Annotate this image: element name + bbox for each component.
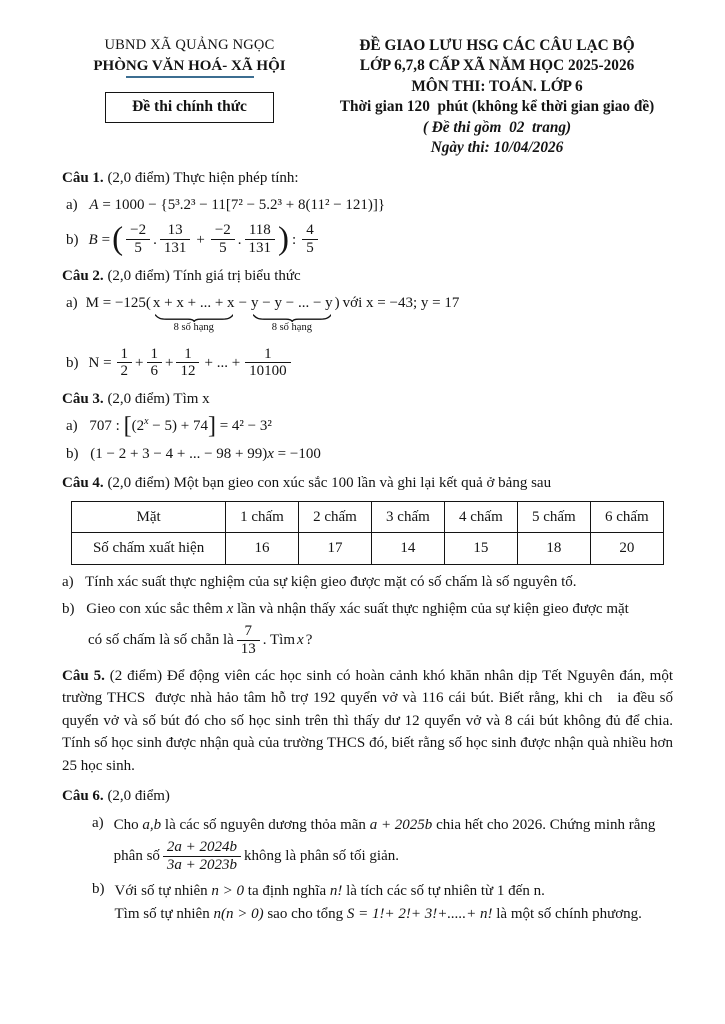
question-5-text: Để động viên các học sinh có hoàn cảnh khó khăn nhân dịp Tết Nguyên đán, một trường THCS được nhà hảo tâm hỗ trợ 192 quyển vở và 116 cái bút. Biết rằng, khi ch ia đều số quyển vở và số bút đó cho số học sinh trên thì thấy dư 12 quyển vở và 8 cái bút không đủ để chia. Tính số học sinh được nhận quà của trường THCS đó, biết rằng số học sinh được nhận quà nhiều hơn 25 học sinh. [62, 667, 673, 774]
exam-date-line: Ngày thi: 10/04/2026 [430, 139, 564, 157]
q2a-lead: M = −125( [85, 295, 151, 312]
dot-operator: . [237, 231, 242, 248]
table-cell: 16 [226, 533, 299, 564]
question-3a-label: a) [66, 418, 78, 435]
question-3-intro: Tìm x [173, 391, 210, 408]
q4b-text: ? [305, 632, 313, 649]
question-2b [66, 346, 673, 381]
underbrace-icon [155, 314, 233, 322]
dice-results-table [71, 501, 664, 565]
q3a-expression: = 4² − 3² [215, 418, 272, 435]
q6a-line1 [114, 815, 673, 835]
table-cell: 14 [371, 533, 444, 564]
q6b-text: là một số chính phương. [492, 905, 642, 922]
table-cell: 20 [590, 533, 663, 564]
table-cell: 18 [517, 533, 590, 564]
question-3b-label: b) [66, 445, 79, 462]
q4b-text: có số chấm là số chẵn là [88, 632, 234, 649]
fraction: $\frac{4}{5}$ [302, 222, 318, 257]
table-cell: 6 chấm [590, 502, 663, 533]
question-6b-label: b) [92, 881, 105, 898]
question-6-points: (2,0 điểm) [107, 788, 170, 805]
q6a-text: Cho [113, 816, 143, 833]
q2a-condition: với x = −43; y = 17 [342, 295, 460, 312]
fraction: $\frac{1}{2}$ [117, 346, 133, 381]
question-5-points: (2 điểm) [109, 667, 163, 684]
question-4-heading [62, 473, 673, 493]
table-header-row [72, 502, 664, 533]
q6b-line2 [115, 904, 674, 924]
exam-body [62, 168, 673, 926]
table-cell: 17 [298, 533, 371, 564]
table-cell: 1 chấm [226, 502, 299, 533]
question-5-number: Câu 5. [62, 667, 105, 684]
question-1b: b) B = ( $\frac{-2}{5}$ . $\frac{13}{131}$ + $\frac{-2}{5}$ . $\frac{118}{131}$ ) : $\frac{4}{5}$ [66, 222, 673, 257]
table-cell: 2 chấm [298, 502, 371, 533]
plus-operator: + [165, 354, 174, 371]
q2b-lead: N = [88, 354, 112, 371]
exam-subject-line: MÔN THI: TOÁN. LỚP 6 [411, 77, 583, 95]
question-6b [92, 879, 673, 926]
q4b-variable-x: x [226, 600, 234, 617]
question-4b-label: b) [62, 600, 75, 617]
question-4-points: (2,0 điểm) [107, 474, 170, 491]
q3a-expression: (2 [131, 418, 145, 435]
q6b-text: ta định nghĩa [244, 883, 330, 900]
minus-operator: − [238, 295, 248, 312]
q6a-math-ab: a,b [142, 816, 162, 833]
q6b-text: sao cho tổng [263, 905, 347, 922]
q4b-text: . Tìm [262, 632, 296, 649]
fraction: $\frac{7}{13}$ [237, 623, 260, 658]
question-4-intro: Một bạn gieo con xúc sắc 100 lần và ghi lại kết quả ở bảng sau [173, 474, 552, 491]
table-cell: 5 chấm [517, 502, 590, 533]
ellipsis-plus: + ... + [204, 354, 241, 371]
question-6a-label: a) [92, 814, 104, 831]
official-exam-box: Đề thi chính thức [105, 92, 274, 123]
divide-operator: : [292, 231, 297, 248]
q3a-exponent-x: x [144, 416, 149, 428]
question-2b-label: b) [66, 354, 79, 371]
q6b-text: Với số tự nhiên [114, 883, 212, 900]
question-1a [66, 195, 673, 215]
table-values-row [72, 533, 664, 564]
q6b-body [115, 879, 674, 926]
question-6-heading [62, 786, 673, 806]
underbrace-icon [253, 314, 331, 322]
question-2-intro: Tính giá trị biểu thức [173, 268, 301, 284]
org-name-line2: PHÒNG VĂN HOÁ- XÃ HỘI [93, 57, 286, 74]
q1b-equals: = [101, 231, 111, 248]
q3a-expression: 707 : [89, 418, 124, 435]
table-cell: 3 chấm [371, 502, 444, 533]
q1a-expression: = 1000 − {5³.2³ − 11[7² − 5.2³ + 8(11² − 121)]} [98, 197, 386, 214]
q6a-body [114, 813, 673, 874]
underbrace-group [153, 293, 235, 333]
q6b-math-n: n > 0 [211, 883, 245, 900]
question-1a-label: a) [66, 197, 78, 214]
header-right-block [317, 36, 673, 159]
exam-title-line1: ĐỀ GIAO LƯU HSG CÁC CÂU LẠC BỘ [359, 37, 635, 54]
question-2a-label: a) [66, 295, 78, 312]
dot-operator: . [153, 231, 157, 248]
q6a-line2 [114, 839, 673, 874]
q1b-variable: B [88, 231, 98, 248]
q6a-text: . Chứng minh rằng [542, 816, 656, 833]
question-4b [62, 599, 673, 658]
q4a-text: Tính xác suất thực nghiệm của sự kiện gieo được mặt có số chấm là số nguyên tố. [85, 573, 577, 590]
fraction: $\frac{1}{12}$ [176, 346, 199, 381]
question-1-heading [62, 168, 673, 188]
fraction: $\frac{1}{6}$ [147, 346, 163, 381]
header-left-block [62, 36, 317, 123]
plus-operator: + [135, 354, 144, 371]
fraction: $\frac{-2}{5}$ [211, 222, 235, 257]
table-cell: Số chấm xuất hiện [72, 533, 226, 564]
q2a-brace2-label: 8 số hạng [271, 321, 312, 333]
q6a-math-expr: a + 2025b [369, 816, 433, 833]
q2a-brace1-label: 8 số hạng [173, 321, 214, 333]
fraction: $\frac{1}{10100}$ [245, 346, 291, 381]
q6a-text: chia hết cho 2026 [432, 816, 543, 833]
table-cell: 4 chấm [444, 502, 517, 533]
question-5-paragraph [62, 665, 673, 778]
q6b-math-condition: n(n > 0) [213, 905, 264, 922]
header-rule [126, 76, 254, 78]
question-2a [66, 293, 673, 333]
question-6-number: Câu 6. [62, 788, 104, 805]
exam-pages-line: ( Đề thi gồm 02 trang) [422, 118, 572, 136]
q4b-line1 [62, 599, 673, 619]
question-3a: a) 707 : $[(2^x - 5) + 74] = 4^2 - 3^2$ [66, 412, 272, 439]
q6b-text: Tìm số tự nhiên [114, 905, 214, 922]
question-1-points: (2,0 điểm) [107, 169, 170, 186]
question-2-points: (2,0 điểm) [107, 268, 170, 284]
q4b-text: lần và nhận thấy xác suất thực nghiệm của sự kiện gieo được mặt [233, 600, 629, 617]
question-1b-label: b) [66, 231, 79, 248]
question-3-heading [62, 389, 673, 409]
q2a-group1: x + x + ... + x [152, 295, 235, 312]
question-4a-label: a) [62, 573, 74, 590]
q1a-variable: A [89, 197, 99, 214]
question-3-number: Câu 3. [62, 391, 104, 408]
question-2-heading [62, 266, 673, 286]
header [62, 36, 673, 159]
q3a-expression: − 5) + 74 [148, 418, 208, 435]
close-paren: ) [334, 295, 340, 312]
q4b-text: Gieo con xúc sắc thêm [86, 600, 227, 617]
question-4-number: Câu 4. [62, 474, 104, 491]
q6b-math-sum: S = 1!+ 2!+ 3!+.....+ n! [346, 905, 493, 922]
q6a-text: là các số nguyên dương thỏa mãn [161, 816, 370, 833]
q4b-variable-x: x [297, 632, 304, 649]
fraction: $\frac{-2}{5}$ [126, 222, 150, 257]
q3b-variable-x: x [267, 445, 274, 462]
q6b-text: là tích các số tự nhiên từ 1 đến n. [342, 883, 545, 900]
table-cell: 15 [444, 533, 517, 564]
question-2-number: Câu 2. [62, 268, 104, 284]
q3b-expression: (1 − 2 + 3 − 4 + ... − 98 + 99) [90, 445, 268, 462]
fraction: $\frac{2a + 2024b}{3a + 2023b}$ [163, 839, 241, 874]
fraction: $\frac{13}{131}$ [160, 222, 191, 257]
question-3-points: (2,0 điểm) [107, 391, 170, 408]
underbrace-group [251, 293, 333, 333]
exam-duration-line: Thời gian 120 phút (không kể thời gian giao đề) [339, 98, 655, 116]
q6a-text: phân số [113, 847, 160, 864]
fraction: $\frac{118}{131}$ [245, 222, 276, 257]
plus-operator: + [196, 231, 205, 248]
org-name-line1: UBND XÃ QUẢNG NGỌC [104, 37, 275, 53]
q6b-math-factorial: n! [329, 883, 343, 900]
table-cell: Mặt [72, 502, 226, 533]
q4b-line2 [88, 623, 673, 658]
q6a-text: không là phân số tối giản. [244, 847, 400, 864]
question-1-number: Câu 1. [62, 169, 104, 186]
q3b-expression: = −100 [273, 445, 321, 462]
question-4a [62, 572, 673, 592]
question-1-intro: Thực hiện phép tính: [173, 169, 299, 186]
q2a-group2: y − y − ... − y [251, 295, 333, 312]
question-6a [92, 813, 673, 874]
q6b-line1 [115, 881, 674, 901]
question-3b [66, 444, 673, 464]
exam-title-line2: LỚP 6,7,8 CẤP XÃ NĂM HỌC 2025-2026 [359, 57, 635, 75]
